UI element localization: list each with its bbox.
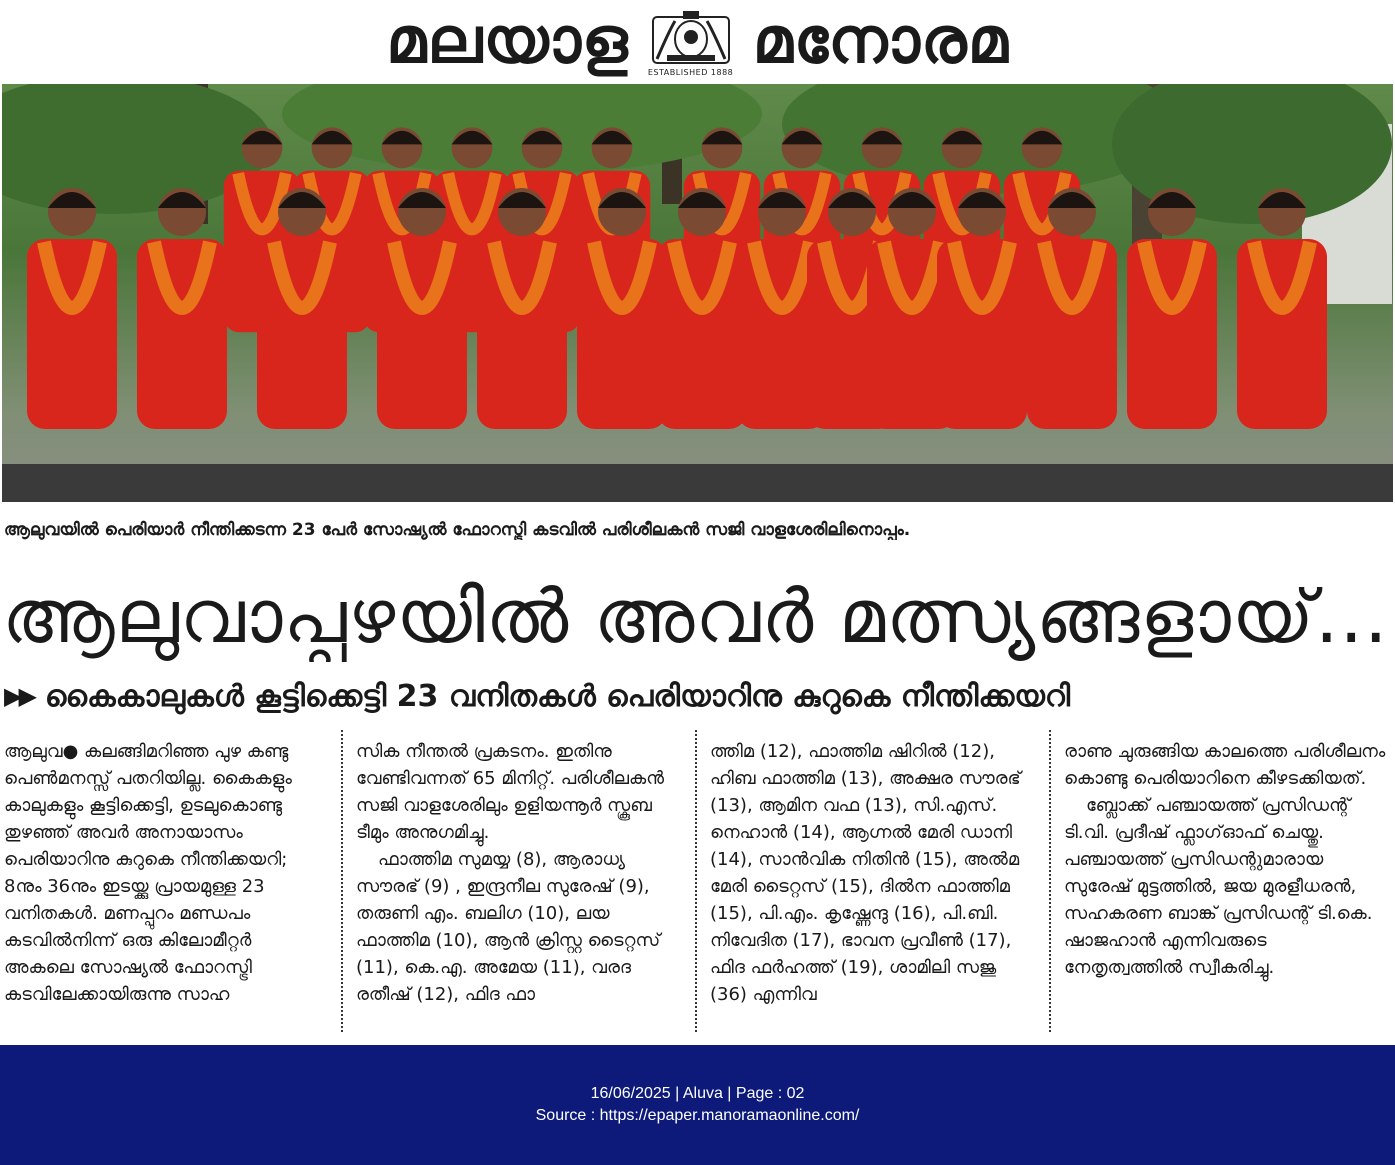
article-paragraph: ബ്ലോക്ക് പഞ്ചായത്ത് പ്രസിഡന്റ് ടി.വി. പ്രദീഷ് ഫ്ലാഗ്ഓഫ് ചെയ്തു. പഞ്ചായത്ത് പ്രസിഡന്റുമാരായ സുരേഷ് മുട്ടത്തിൽ, ജയ മുരളീധരൻ, സഹകരണ ബാങ്ക് പ്രസിഡന്റ് ടി.കെ. ഷാജഹാൻ എന്നിവരുടെ നേതൃത്വത്തിൽ സ്വീകരിച്ചു. bbox=[1064, 795, 1373, 978]
masthead-right-word: മനോരമ bbox=[752, 4, 1009, 78]
article-column-4 bbox=[1064, 738, 1386, 1038]
subheadline bbox=[4, 674, 1390, 718]
article-paragraph: ആലുവ● കലങ്ങിമറിഞ്ഞ പുഴ കണ്ടു പെൺമനസ്സ് പതറിയില്ല. കൈകളും കാലുകളും കൂട്ടിക്കെട്ടി, ഉടലുകൊണ്ടു തുഴഞ്ഞ് അവർ അനായാസം പെരിയാറിനു കുറുകെ നീന്തിക്കയറി; 8നും 36നും ഇടയ്ക്കു പ്രായമുള്ള 23 വനിതകൾ. മണപ്പുറം മണ്ഡപം കടവിൽനിന്ന് ഒരു കിലോമീറ്റർ അകലെ സോഷ്യൽ ഫോറസ്ട്രി കടവിലേക്കായിരുന്നു സാഹ bbox=[4, 741, 292, 1005]
article-column-2 bbox=[356, 738, 680, 1038]
emblem-icon bbox=[643, 5, 739, 77]
footer-source-line: Source : https://epaper.manoramaonline.com/ bbox=[535, 1107, 860, 1124]
article-paragraph: സിക നീന്തൽ പ്രകടനം. ഇതിനു വേണ്ടിവന്നത് 65 മിനിറ്റ്. പരിശീലകൻ സജി വാളശേരിലും ഉളിയന്നൂർ സ്കൂബ ടീമും അനുഗമിച്ചു. bbox=[356, 741, 665, 843]
double-arrow-icon: ▶▶ bbox=[4, 682, 33, 710]
person-figure bbox=[27, 188, 117, 429]
article-column-1 bbox=[4, 738, 326, 1038]
headline: ആലുവാപ്പുഴയിൽ അവർ മത്സ്യങ്ങളായ്... bbox=[2, 574, 1389, 660]
masthead bbox=[0, 0, 1395, 82]
subheadline-text: കൈകാലുകൾ കൂട്ടിക്കെട്ടി 23 വനിതകൾ പെരിയാറിനു കുറുകെ നീന്തിക്കയറി bbox=[44, 678, 1071, 714]
group-photo-illustration bbox=[2, 84, 1393, 502]
person-figure bbox=[137, 188, 227, 429]
article-column-3 bbox=[710, 738, 1034, 1038]
column-divider bbox=[695, 730, 697, 1032]
footer-date-line: 16/06/2025 | Aluva | Page : 02 bbox=[590, 1085, 805, 1102]
photo-caption: ആലുവയിൽ പെരിയാർ നീന്തിക്കടന്ന 23 പേർ സോഷ്യൽ ഫോറസ്ട്രി കടവിൽ പരിശീലകൻ സജി വാളശേരിലിനൊപ്പം. bbox=[4, 520, 911, 540]
article-paragraph: രാണു ചുരുങ്ങിയ കാലത്തെ പരിശീലനം കൊണ്ടു പെരിയാറിനെ കീഴടക്കിയത്. bbox=[1064, 741, 1386, 789]
emblem-seal-icon bbox=[649, 9, 733, 67]
article-paragraph: ഫാത്തിമ സുമയ്യ (8), ആരാധ്യ സൗരഭ് (9) , ഇന്ദ്രനീല സുരേഷ് (9), തരുണി എം. ബലിഗ (10), ലയ ഫാത്തിമ (10), ആൻ ക്രിസ്റ്റ ടൈറ്റസ് (11), കെ.എ. അമേയ (11), വരദ രതീഷ് (12), ഫിദ ഫാ bbox=[356, 849, 661, 1005]
masthead-left-word: മലയാള bbox=[386, 4, 629, 78]
footer-bar bbox=[0, 1045, 1395, 1165]
group-photo bbox=[2, 84, 1393, 502]
article-paragraph: ത്തിമ (12), ഫാത്തിമ ഷിറിൽ (12), ഹിബ ഫാത്തിമ (13), അക്ഷര സൗരഭ് (13), ആമിന വഫ (13), സി.എസ്. നെഹാൻ (14), ആഗ്നൽ മേരി ഡാനി (14), സാൻവിക നിതിൻ (15), അൽമ മേരി ടൈറ്റസ് (15), ദിൽന ഫാത്തിമ (15), പി.എം. കൃഷ്ണേന്ദു (16), പി.ബി. നിവേദിത (17), ഭാവന പ്രവീൺ (17), ഫിദ ഫർഹത്ത് (19), ശാമിലി സജു (36) എന്നിവ bbox=[710, 741, 1021, 1005]
column-divider bbox=[341, 730, 343, 1032]
column-divider bbox=[1049, 730, 1051, 1032]
emblem-text: ESTABLISHED 1888 bbox=[647, 68, 734, 77]
